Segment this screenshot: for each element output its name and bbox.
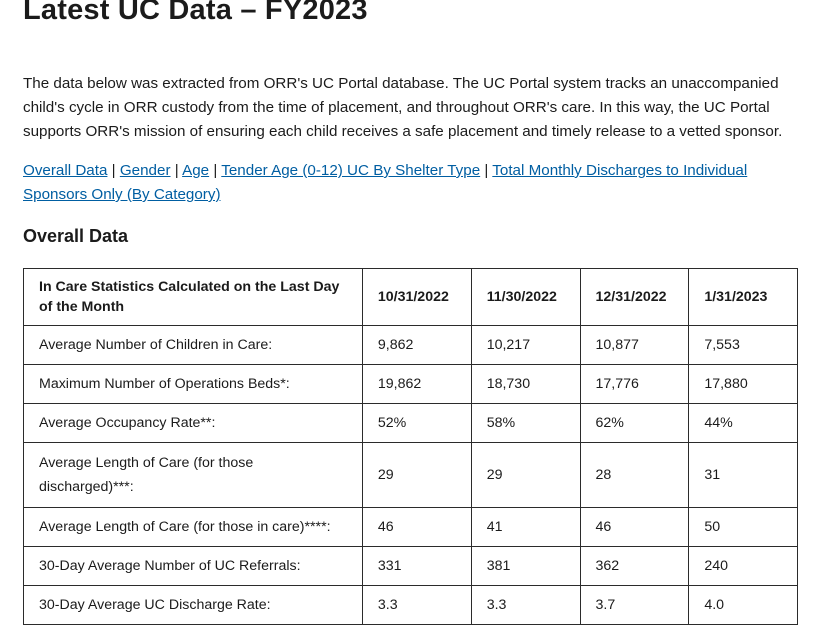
table-row xyxy=(24,443,798,508)
cell-value: 31 xyxy=(689,443,798,508)
cell-value: 50 xyxy=(689,508,798,547)
cell-value: 41 xyxy=(471,508,580,547)
cell-value: 52% xyxy=(362,404,471,443)
table-row xyxy=(24,365,798,404)
cell-value: 58% xyxy=(471,404,580,443)
nav-separator: | xyxy=(111,162,116,179)
cell-value: 3.7 xyxy=(580,586,689,625)
page-title: Latest UC Data – FY2023 xyxy=(23,0,368,26)
row-label: Average Length of Care (for those in care)****: xyxy=(24,508,363,547)
nav-link-tender-age[interactable]: Tender Age (0-12) UC By Shelter Type xyxy=(221,162,481,179)
cell-value: 381 xyxy=(471,547,580,586)
cell-value: 18,730 xyxy=(471,365,580,404)
row-label: Maximum Number of Operations Beds*: xyxy=(24,365,363,404)
column-header: 1/31/2023 xyxy=(689,269,798,326)
intro-paragraph: The data below was extracted from ORR's UC Portal database. The UC Portal system tracks an unaccompanied child's cycle in ORR custody from the time of placement, and throughout ORR's care. In this way, the UC Portal supports ORR's mission of ensuring each child receives a safe placement and timely release to a vetted sponsor. xyxy=(23,75,783,140)
table-row xyxy=(24,547,798,586)
header-label: In Care Statistics Calculated on the Last Day of the Month xyxy=(24,269,363,326)
row-label: Average Occupancy Rate**: xyxy=(24,404,363,443)
nav-link-monthly-discharges[interactable]: Total Monthly Discharges to Individual Sponsors Only (By Category) xyxy=(23,162,748,203)
nav-link-gender[interactable]: Gender xyxy=(119,162,171,179)
nav-separator: | xyxy=(174,162,179,179)
table-row xyxy=(24,404,798,443)
cell-value: 3.3 xyxy=(471,586,580,625)
table-header-row xyxy=(24,269,798,326)
cell-value: 19,862 xyxy=(362,365,471,404)
column-header: 10/31/2022 xyxy=(362,269,471,326)
cell-value: 46 xyxy=(362,508,471,547)
section-title: Overall Data xyxy=(23,226,129,246)
cell-value: 331 xyxy=(362,547,471,586)
nav-separator: | xyxy=(484,162,489,179)
cell-value: 10,877 xyxy=(580,326,689,365)
cell-value: 9,862 xyxy=(362,326,471,365)
cell-value: 17,776 xyxy=(580,365,689,404)
cell-value: 3.3 xyxy=(362,586,471,625)
column-header: 11/30/2022 xyxy=(471,269,580,326)
cell-value: 7,553 xyxy=(689,326,798,365)
cell-value: 240 xyxy=(689,547,798,586)
row-label: 30-Day Average UC Discharge Rate: xyxy=(24,586,363,625)
table-row xyxy=(24,326,798,365)
nav-link-overall-data[interactable]: Overall Data xyxy=(23,162,108,179)
cell-value: 29 xyxy=(471,443,580,508)
row-label: Average Number of Children in Care: xyxy=(24,326,363,365)
cell-value: 29 xyxy=(362,443,471,508)
table-row xyxy=(24,508,798,547)
cell-value: 46 xyxy=(580,508,689,547)
row-label: 30-Day Average Number of UC Referrals: xyxy=(24,547,363,586)
cell-value: 10,217 xyxy=(471,326,580,365)
cell-value: 17,880 xyxy=(689,365,798,404)
cell-value: 28 xyxy=(580,443,689,508)
cell-value: 362 xyxy=(580,547,689,586)
section-nav xyxy=(23,159,813,207)
row-label: Average Length of Care (for those discharged)***: xyxy=(24,443,363,508)
cell-value: 62% xyxy=(580,404,689,443)
nav-link-age[interactable]: Age xyxy=(182,162,210,179)
cell-value: 4.0 xyxy=(689,586,798,625)
cell-value: 44% xyxy=(689,404,798,443)
column-header: 12/31/2022 xyxy=(580,269,689,326)
overall-data-table xyxy=(23,268,798,625)
table-row xyxy=(24,586,798,625)
nav-separator: | xyxy=(213,162,218,179)
